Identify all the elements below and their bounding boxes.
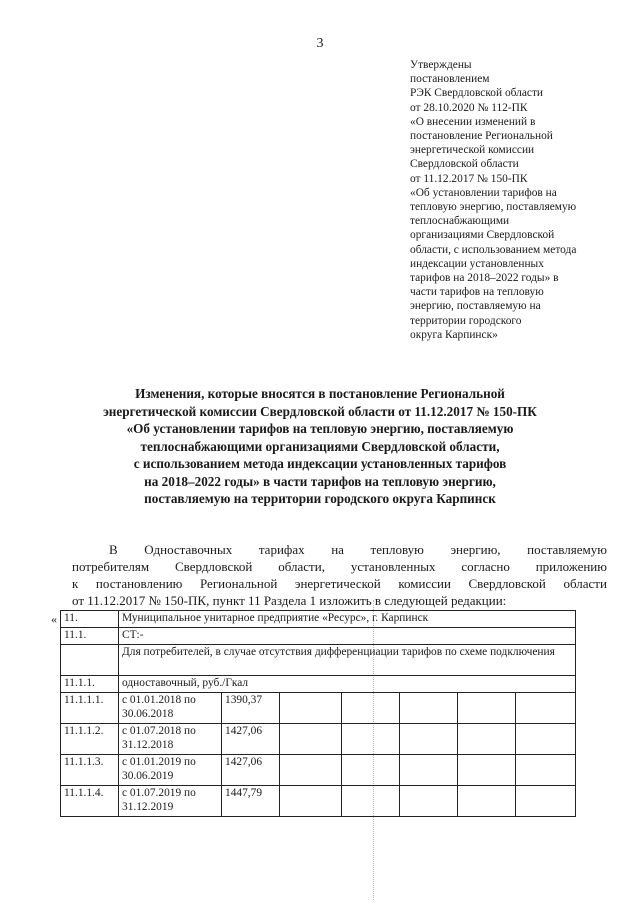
row-number: 11.1. xyxy=(61,628,119,645)
approval-line: округа Карпинск» xyxy=(410,328,498,341)
empty-cell xyxy=(342,724,400,755)
approval-line: постановление Региональной xyxy=(410,130,553,143)
tariff-table xyxy=(60,610,576,817)
value-cell: 1427,06 xyxy=(222,724,280,755)
document-title xyxy=(60,385,580,508)
value-cell: 1390,37 xyxy=(222,693,280,724)
row-number: 11.1.1.2. xyxy=(61,724,119,755)
empty-cell xyxy=(516,693,576,724)
body-line: В Одноставочных тарифах на тепловую энергию, поставляемую xyxy=(109,542,607,557)
approval-line: Утверждены xyxy=(410,59,472,71)
period-cell: с 01.07.2019 по 31.12.2019 xyxy=(119,786,222,817)
empty-cell xyxy=(280,755,342,786)
page-number: 3 xyxy=(316,36,324,51)
empty-cell xyxy=(342,693,400,724)
body-line: от 11.12.2017 № 150-ПК, пункт 11 Раздела 1 изложить в следующей редакции: xyxy=(72,593,507,608)
table-row xyxy=(61,628,576,645)
approval-line: энергетической комиссии xyxy=(410,144,535,157)
title-line: теплоснабжающими организациями Свердловской области, xyxy=(140,438,500,454)
empty-cell xyxy=(458,786,516,817)
body-paragraph xyxy=(72,541,607,609)
title-line: с использованием метода индексации установленных тарифов xyxy=(133,456,507,471)
row-number xyxy=(61,645,119,676)
approval-line: «Об установлении тарифов на xyxy=(410,186,557,199)
approval-line: от 28.10.2020 № 112-ПК xyxy=(410,101,528,114)
ct-cell: СТ:- xyxy=(119,628,576,645)
title-line: поставляемую на территории городского округа Карпинск xyxy=(144,491,496,506)
empty-cell xyxy=(400,786,458,817)
approval-line: теплоснабжающими xyxy=(410,215,510,228)
approval-line: «О внесении изменений в xyxy=(410,115,536,128)
value-cell: 1447,79 xyxy=(222,786,280,817)
body-line: к постановлению Региональной энергетической комиссии Свердловской области xyxy=(72,576,607,591)
empty-cell xyxy=(342,755,400,786)
period-cell: с 01.01.2019 по 30.06.2019 xyxy=(119,755,222,786)
rate-type-cell: одноставочный, руб./Гкал xyxy=(119,676,576,693)
title-line: на 2018–2022 годы» в части тарифов на тепловую энергию, xyxy=(144,473,496,489)
empty-cell xyxy=(400,724,458,755)
empty-cell xyxy=(458,755,516,786)
empty-cell xyxy=(516,724,576,755)
row-number: 11.1.1.4. xyxy=(61,786,119,817)
table-row xyxy=(61,693,576,724)
table-row xyxy=(61,611,576,628)
approval-block xyxy=(410,58,610,342)
empty-cell xyxy=(458,724,516,755)
approval-line: территории городского xyxy=(410,314,522,327)
approval-line: организациями Свердловской xyxy=(410,229,555,242)
approval-line: РЭК Свердловской области xyxy=(410,87,544,100)
approval-line: энергию, поставляемую на xyxy=(410,300,541,313)
empty-cell xyxy=(280,724,342,755)
consumers-cell: Для потребителей, в случае отсутствия дифференциации тарифов по схеме подключения xyxy=(119,645,576,676)
empty-cell xyxy=(516,786,576,817)
period-cell: с 01.07.2018 по 31.12.2018 xyxy=(119,724,222,755)
empty-cell xyxy=(458,693,516,724)
title-line: Изменения, которые вносятся в постановление Региональной xyxy=(135,386,505,401)
table-row xyxy=(61,755,576,786)
approval-line: области, с использованием метода xyxy=(410,243,577,256)
empty-cell xyxy=(516,755,576,786)
table-row xyxy=(61,676,576,693)
empty-cell xyxy=(280,786,342,817)
approval-line: части тарифов на тепловую xyxy=(410,286,544,299)
approval-line: Свердловской области xyxy=(410,158,519,171)
period-cell: с 01.01.2018 по 30.06.2018 xyxy=(119,693,222,724)
approval-line: тарифов на 2018–2022 годы» в xyxy=(410,272,559,285)
empty-cell xyxy=(400,693,458,724)
title-line: «Об установлении тарифов на тепловую энергию, поставляемую xyxy=(126,421,514,436)
empty-cell xyxy=(400,755,458,786)
empty-cell xyxy=(280,693,342,724)
row-number: 11. xyxy=(61,611,119,628)
row-number: 11.1.1. xyxy=(61,676,119,693)
table-row xyxy=(61,786,576,817)
opening-quote: « xyxy=(51,612,57,626)
empty-cell xyxy=(342,786,400,817)
row-number: 11.1.1.1. xyxy=(61,693,119,724)
body-line: потребителям Свердловской области, установленных согласно приложению xyxy=(72,559,607,574)
row-number: 11.1.1.3. xyxy=(61,755,119,786)
table-row xyxy=(61,724,576,755)
approval-line: постановлением xyxy=(410,73,490,86)
table-row xyxy=(61,645,576,676)
title-line: энергетической комиссии Свердловской области от 11.12.2017 № 150-ПК xyxy=(103,403,537,419)
value-cell: 1427,06 xyxy=(222,755,280,786)
organization-name: Муниципальное унитарное предприятие «Ресурс», г. Карпинск xyxy=(119,611,576,628)
approval-line: индексации установленных xyxy=(410,257,544,270)
approval-line: тепловую энергию, поставляемую xyxy=(410,201,577,214)
approval-line: от 11.12.2017 № 150-ПК xyxy=(410,172,528,185)
